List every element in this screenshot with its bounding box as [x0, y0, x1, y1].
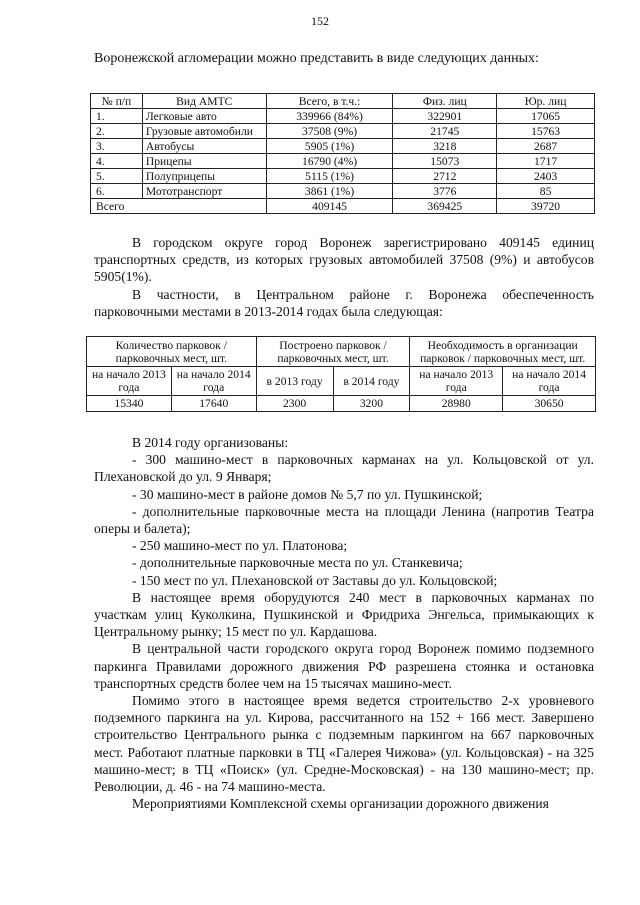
- table-cell: 2403: [497, 169, 595, 184]
- paragraph: Мероприятиями Комплексной схемы организации дорожного движения: [132, 796, 549, 812]
- table-cell: 3861 (1%): [266, 184, 393, 199]
- table-cell: 3218: [393, 139, 497, 154]
- table-cell: 17640: [171, 396, 256, 412]
- header-cell: Всего, в т.ч.:: [266, 94, 393, 109]
- table-cell: 16790 (4%): [266, 154, 393, 169]
- table-cell: Грузовые автомобили: [142, 124, 266, 139]
- table-row: [91, 169, 595, 184]
- table-cell: 37508 (9%): [266, 124, 393, 139]
- table-cell: 5.: [91, 169, 143, 184]
- table-header-row: [87, 337, 596, 367]
- table-cell: 409145: [266, 199, 393, 214]
- total-label: Всего: [91, 199, 267, 214]
- subheader-cell: на начало 2014 года: [171, 367, 256, 396]
- header-cell: Построено парковок / парковочных мест, шт.: [256, 337, 410, 367]
- table-cell: Автобусы: [142, 139, 266, 154]
- table-cell: 322901: [393, 109, 497, 124]
- header-cell: Вид АМТС: [142, 94, 266, 109]
- table-cell: 2687: [497, 139, 595, 154]
- table-cell: 5115 (1%): [266, 169, 393, 184]
- page-number: 152: [311, 14, 329, 28]
- list-item: - 30 машино-мест в районе домов № 5,7 по ул. Пушкинской;: [132, 486, 483, 502]
- table-cell: 1.: [91, 109, 143, 124]
- table-cell: 28980: [410, 396, 503, 412]
- subheader-cell: на начало 2013 года: [87, 367, 172, 396]
- paragraph: В настоящее время оборудуются 240 мест в парковочных карманах по участкам улиц Куколкина, Пушкинской и Фридриха Энгельса, примыкающих к Центральному рынку; 15 мест по ул. Кардашова.: [94, 589, 594, 640]
- header-cell: № п/п: [91, 94, 143, 109]
- table-cell: 3200: [333, 396, 410, 412]
- parking-table: [86, 336, 596, 412]
- table-cell: 85: [497, 184, 595, 199]
- subheader-cell: на начало 2013 года: [410, 367, 503, 396]
- subheader-cell: в 2013 году: [256, 367, 333, 396]
- list-item: - 150 мест по ул. Плехановской от Заставы до ул. Кольцовской;: [132, 572, 498, 588]
- table-cell: 3776: [393, 184, 497, 199]
- table-row: [91, 109, 595, 124]
- header-cell: Необходимость в организации парковок / парковочных мест, шт.: [410, 337, 596, 367]
- table-row: [91, 154, 595, 169]
- table-row: [91, 124, 595, 139]
- table-cell: 2.: [91, 124, 143, 139]
- header-cell: Количество парковок / парковочных мест, шт.: [87, 337, 257, 367]
- table-row: [91, 184, 595, 199]
- body-text-1: [94, 234, 594, 320]
- paragraph: В центральной части городского округа город Воронеж помимо подземного паркинга Правилами дорожного движения РФ разрешена стоянка и остановка транспортных средств более чем на 15 тысячах машино-мест.: [94, 641, 594, 691]
- table-cell: 15340: [87, 396, 172, 412]
- intro-text: Воронежской агломерации можно представить в виде следующих данных:: [94, 51, 539, 66]
- table-cell: 3.: [91, 139, 143, 154]
- table-cell: 6.: [91, 184, 143, 199]
- section-heading: В 2014 году организованы:: [132, 435, 289, 450]
- subheader-cell: на начало 2014 года: [503, 367, 596, 396]
- table-row: [91, 139, 595, 154]
- header-cell: Физ. лиц: [393, 94, 497, 109]
- paragraph-parking-intro: В частности, в Центральном районе г. Воронежа обеспеченность парковочными местами в 2013-2014 годах была следующая:: [94, 286, 594, 319]
- table-cell: 15073: [393, 154, 497, 169]
- table-cell: 21745: [393, 124, 497, 139]
- table-total-row: [91, 199, 595, 214]
- table-cell: 39720: [497, 199, 595, 214]
- list-item: - дополнительные парковочные места на площади Ленина (напротив Театра оперы и балета);: [94, 503, 594, 537]
- list-item: - 250 машино-мест по ул. Платонова;: [132, 538, 348, 554]
- table-cell: 2300: [256, 396, 333, 412]
- table-cell: 5905 (1%): [266, 139, 393, 154]
- table-cell: 4.: [91, 154, 143, 169]
- table-cell: 1717: [497, 154, 595, 169]
- table-cell: 369425: [393, 199, 497, 214]
- table-subheader-row: [87, 367, 596, 396]
- table-cell: Прицепы: [142, 154, 266, 169]
- vehicles-table: [90, 93, 595, 214]
- list-item: - дополнительные парковочные места по ул. Станкевича;: [132, 555, 463, 571]
- table-cell: 15763: [497, 124, 595, 139]
- table-cell: Мототранспорт: [142, 184, 266, 199]
- subheader-cell: в 2014 году: [333, 367, 410, 396]
- table-cell: Легковые авто: [142, 109, 266, 124]
- table-header-row: [91, 94, 595, 109]
- header-cell: Юр. лиц: [497, 94, 595, 109]
- list-item: - 300 машино-мест в парковочных карманах на ул. Кольцовской от ул. Плехановской до ул. 9 Января;: [94, 452, 594, 485]
- table-row: [87, 396, 596, 412]
- table-cell: 17065: [497, 109, 595, 124]
- table-cell: 339966 (84%): [266, 109, 393, 124]
- paragraph: Помимо этого в настоящее время ведется строительство 2-х уровневого подземного паркинга на ул. Кирова, рассчитанного на 152 + 166 мест. Завершено строительство Центрального рынка с подземным паркингом на 667 парковочных мест. Работают платные парковки в ТЦ «Галерея Чижова» (ул. Кольцовская) - на 325 машино-мест; в ТЦ «Поиск» (ул. Средне-Московская) - на 130 машино-мест; пр. Революции, д. 46 - на 74 машино-места.: [94, 693, 594, 795]
- body-text-2: [94, 434, 594, 812]
- table-cell: 30650: [503, 396, 596, 412]
- table-cell: Полуприцепы: [142, 169, 266, 184]
- table-cell: 2712: [393, 169, 497, 184]
- paragraph-registration: В городском округе город Воронеж зарегистрировано 409145 единиц транспортных средств, из которых грузовых автомобилей 37508 (9%) и автобусов 5905(1%).: [94, 235, 594, 285]
